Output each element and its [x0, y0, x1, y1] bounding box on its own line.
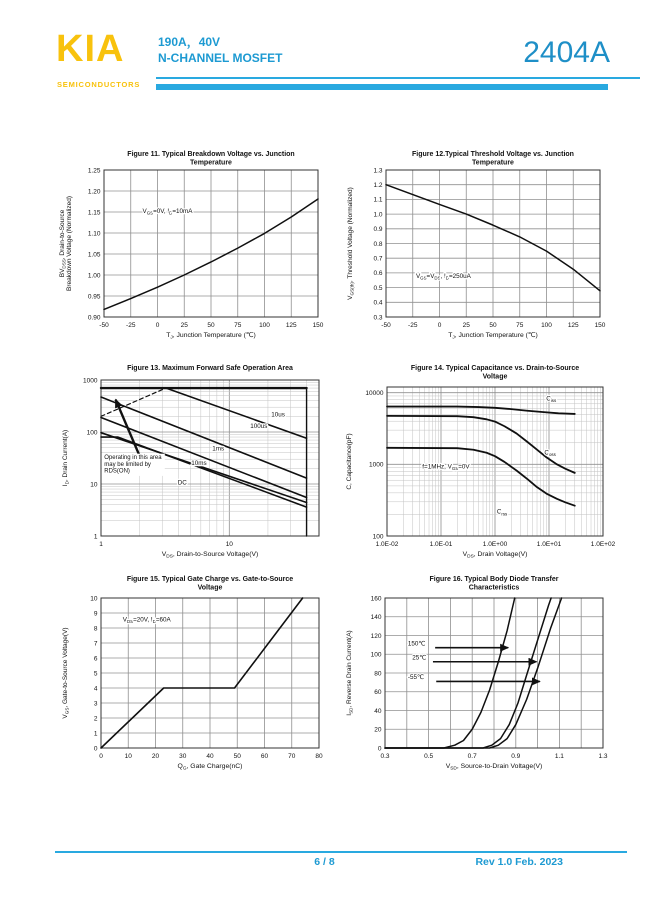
x-axis-label: $T_J$, Junction Temperature (℃)	[166, 332, 256, 341]
curve-label: DC	[177, 479, 187, 487]
chart-title: Figure 15. Typical Gate Charge vs. Gate-to-Source	[126, 576, 294, 583]
y-tick-label: 4	[93, 685, 98, 693]
y-tick-label: 1.25	[87, 167, 101, 175]
x-tick-label: 50	[489, 322, 497, 329]
x-axis-label: $V_{DS}$, Drain Voltage(V)	[462, 551, 528, 560]
y-tick-label: 20	[374, 726, 382, 734]
y-tick-label: 0.9	[373, 226, 383, 234]
curve-label: 100us	[250, 422, 268, 430]
x-axis-label: $Q_G$, Gate Charge(nC)	[177, 763, 243, 772]
y-tick-label: 6	[93, 655, 98, 663]
x-axis-label: $T_J$, Junction Temperature (℃)	[448, 332, 538, 341]
y-axis-label: $V_{GS}$, Gate-to-Source Voltage(V)	[62, 627, 70, 719]
x-tick-label: 125	[285, 322, 297, 329]
y-tick-label: 0.3	[373, 314, 383, 322]
x-tick-label: 80	[315, 753, 323, 760]
annotation-box-0	[102, 454, 165, 476]
curve-label: $V_{GS}=0V$, $I_D=10mA$	[142, 207, 193, 216]
curve-label: f=1MHz, $V_{GS}=0V$	[422, 463, 470, 471]
device-rating: 190A，40V	[158, 35, 221, 49]
x-tick-label: 125	[567, 322, 579, 329]
footer-rule	[55, 851, 627, 853]
x-tick-label: 0.7	[467, 753, 477, 760]
y-tick-label: 1000	[83, 377, 98, 385]
x-tick-label: 1	[99, 541, 103, 548]
y-tick-label: 1000	[369, 461, 384, 469]
y-axis-label: $I_D$, Drain Current(A)	[62, 429, 70, 487]
y-tick-label: 140	[370, 614, 382, 622]
curve-label: $V_{DS}=20V$, $I_D=60A$	[122, 616, 171, 624]
curve-label: 10us	[271, 411, 285, 419]
y-axis-label: $BV_{DSS}$, Drain-to-Source	[59, 209, 67, 278]
x-tick-label: -50	[99, 322, 109, 329]
figure-12-svg	[342, 148, 614, 351]
x-tick-label: 100	[541, 322, 552, 329]
y-tick-label: 1.3	[373, 167, 383, 175]
y-tick-label: 160	[370, 595, 382, 603]
x-tick-label: 10	[225, 541, 233, 548]
x-tick-label: 75	[234, 322, 242, 329]
y-tick-label: 0.5	[373, 284, 383, 292]
x-tick-label: 25	[462, 322, 470, 329]
y-tick-label: 1	[93, 730, 98, 738]
page-number: 6 / 8	[314, 856, 335, 868]
grid-lines	[385, 598, 603, 748]
curve-label: 1ms	[212, 445, 225, 453]
y-tick-label: 40	[374, 707, 382, 715]
y-tick-label: 8	[93, 625, 98, 633]
y-tick-label: 120	[370, 632, 382, 640]
figure-11-chart	[57, 148, 329, 351]
y-tick-label: 1.05	[87, 251, 101, 259]
y-tick-label: 1.2	[373, 182, 383, 189]
x-tick-label: -25	[408, 322, 418, 329]
chart-title: Figure 12.Typical Threshold Voltage vs. Junction	[412, 151, 574, 158]
y-tick-label: 0.6	[373, 270, 383, 278]
figure-13-chart	[57, 362, 333, 574]
x-tick-label: 100	[259, 322, 270, 329]
kia-logo-subtitle: SEMICONDUCTORS	[57, 80, 141, 89]
y-tick-label: 100	[86, 429, 98, 437]
kia-logo: KIA	[56, 28, 125, 70]
curve-label: 150℃	[407, 640, 426, 648]
annotation-line: Operating in this area	[104, 455, 162, 462]
x-tick-label: 1.0E+02	[590, 541, 616, 548]
annotation-line: RDS(ON)	[104, 468, 130, 475]
y-tick-label: 1.10	[87, 230, 101, 238]
x-tick-label: 1.0E+00	[482, 541, 508, 548]
x-tick-label: 30	[179, 753, 187, 760]
curve-label: $C_{rss}$	[496, 508, 508, 517]
header-rule-thin	[156, 77, 640, 79]
y-tick-label: 10000	[365, 389, 384, 397]
y-axis-label: C, Capacitance(pF)	[346, 433, 353, 490]
x-tick-label: 0	[99, 753, 103, 760]
y-tick-label: 10	[90, 481, 98, 489]
x-tick-label: 150	[312, 322, 324, 329]
chart-title: Figure 13. Maximum Forward Safe Operation Area	[127, 365, 293, 372]
x-axis-label: $V_{SD}$, Source-to-Drain Voltage(V)	[445, 763, 543, 772]
y-axis-label: $I_{SD}$, Reverse Drain Current(A)	[346, 630, 354, 716]
series-rdson-limit	[101, 388, 166, 416]
y-tick-label: 1.0	[373, 211, 383, 219]
y-tick-label: 0.7	[373, 255, 383, 263]
y-tick-label: 5	[93, 670, 98, 678]
x-tick-label: -50	[381, 322, 391, 329]
y-tick-label: 9	[93, 610, 98, 618]
x-tick-label: 1.0E-01	[429, 541, 453, 548]
y-tick-label: 1.1	[373, 196, 383, 204]
figure-15-svg	[57, 573, 337, 786]
curve-label: $V_{GS}=V_{DS}$, $I_D=250uA$	[415, 273, 471, 281]
x-tick-label: 40	[206, 753, 214, 760]
x-tick-label: 50	[233, 753, 241, 760]
y-tick-label: 1.00	[87, 272, 101, 280]
chart-title: Voltage	[482, 373, 508, 381]
curve-label: -55℃	[407, 674, 425, 682]
x-tick-label: 1.1	[554, 753, 564, 760]
x-tick-label: 25	[180, 322, 188, 329]
x-tick-label: 60	[260, 753, 269, 760]
x-tick-label: 1.0E-02	[375, 541, 399, 548]
x-axis-label: $V_{DS}$, Drain-to-Source Voltage(V)	[161, 551, 259, 560]
header-rule-thick	[156, 84, 608, 90]
figure-14-svg	[341, 362, 619, 574]
y-axis-label: Breakdown Voltage (Normalized)	[66, 195, 73, 292]
chart-title: Temperature	[190, 159, 232, 167]
figure-13-svg	[57, 362, 333, 574]
y-axis-label: $V_{GS(th)}$, Threshold Voltage (Normalized)	[347, 187, 355, 300]
figure-16-svg	[341, 573, 619, 786]
x-tick-label: 75	[516, 322, 524, 329]
y-tick-label: 3	[93, 700, 98, 708]
y-tick-label: 1.20	[87, 188, 101, 196]
chart-title: Characteristics	[468, 584, 520, 592]
revision-label: Rev 1.0 Feb. 2023	[475, 856, 563, 868]
chart-title: Figure 14. Typical Capacitance vs. Drain-to-Source	[410, 365, 580, 372]
chart-title: Voltage	[197, 584, 223, 592]
x-tick-label: 0	[155, 322, 160, 329]
figure-11-svg	[57, 148, 329, 351]
y-tick-label: 0.90	[87, 314, 101, 322]
x-tick-label: 10	[124, 753, 132, 760]
y-tick-label: 2	[93, 715, 98, 723]
x-tick-label: 1.0E+01	[536, 541, 562, 548]
grid-lines	[386, 170, 600, 317]
y-tick-label: 100	[372, 533, 384, 541]
y-tick-label: 0	[377, 745, 382, 753]
chart-title: Figure 16. Typical Body Diode Transfer	[429, 576, 559, 583]
x-tick-label: 70	[288, 753, 296, 760]
x-tick-label: 0.9	[511, 753, 521, 760]
part-number: 2404A	[523, 36, 610, 69]
curve-label: 25℃	[412, 654, 427, 662]
y-tick-label: 80	[374, 670, 382, 678]
x-tick-label: 0.5	[424, 753, 434, 760]
device-type: N-CHANNEL MOSFET	[158, 51, 283, 65]
x-tick-label: 150	[594, 322, 606, 329]
x-tick-label: -25	[126, 322, 136, 329]
y-tick-label: 1	[93, 533, 98, 541]
y-tick-label: 0	[93, 745, 98, 753]
grid-lines	[387, 387, 603, 536]
x-tick-label: 1.3	[598, 753, 608, 760]
figure-14-chart	[341, 362, 619, 574]
x-tick-label: 20	[151, 753, 160, 760]
y-tick-label: 1.15	[87, 209, 101, 217]
figure-15-chart	[57, 573, 337, 786]
curve-label: $C_{iss}$	[546, 395, 557, 404]
y-tick-label: 0.4	[373, 299, 383, 307]
x-tick-label: 0	[437, 322, 442, 329]
y-tick-label: 0.8	[373, 240, 383, 248]
annotation-line: may be limited by	[104, 461, 151, 468]
y-tick-label: 0.95	[87, 293, 101, 301]
y-tick-label: 100	[370, 651, 382, 659]
curve-label: $C_{oss}$	[544, 449, 556, 457]
x-tick-label: 50	[207, 322, 215, 329]
figure-16-chart	[341, 573, 619, 786]
y-tick-label: 60	[374, 689, 382, 697]
x-tick-label: 0.3	[380, 753, 390, 760]
figure-12-chart	[342, 148, 614, 351]
curve-label: 10ms	[191, 460, 207, 468]
chart-title: Temperature	[472, 159, 514, 167]
y-tick-label: 10	[90, 595, 98, 603]
chart-title: Figure 11. Typical Breakdown Voltage vs. Junction	[127, 151, 295, 158]
y-tick-label: 7	[93, 640, 98, 648]
grid-lines	[104, 170, 318, 317]
